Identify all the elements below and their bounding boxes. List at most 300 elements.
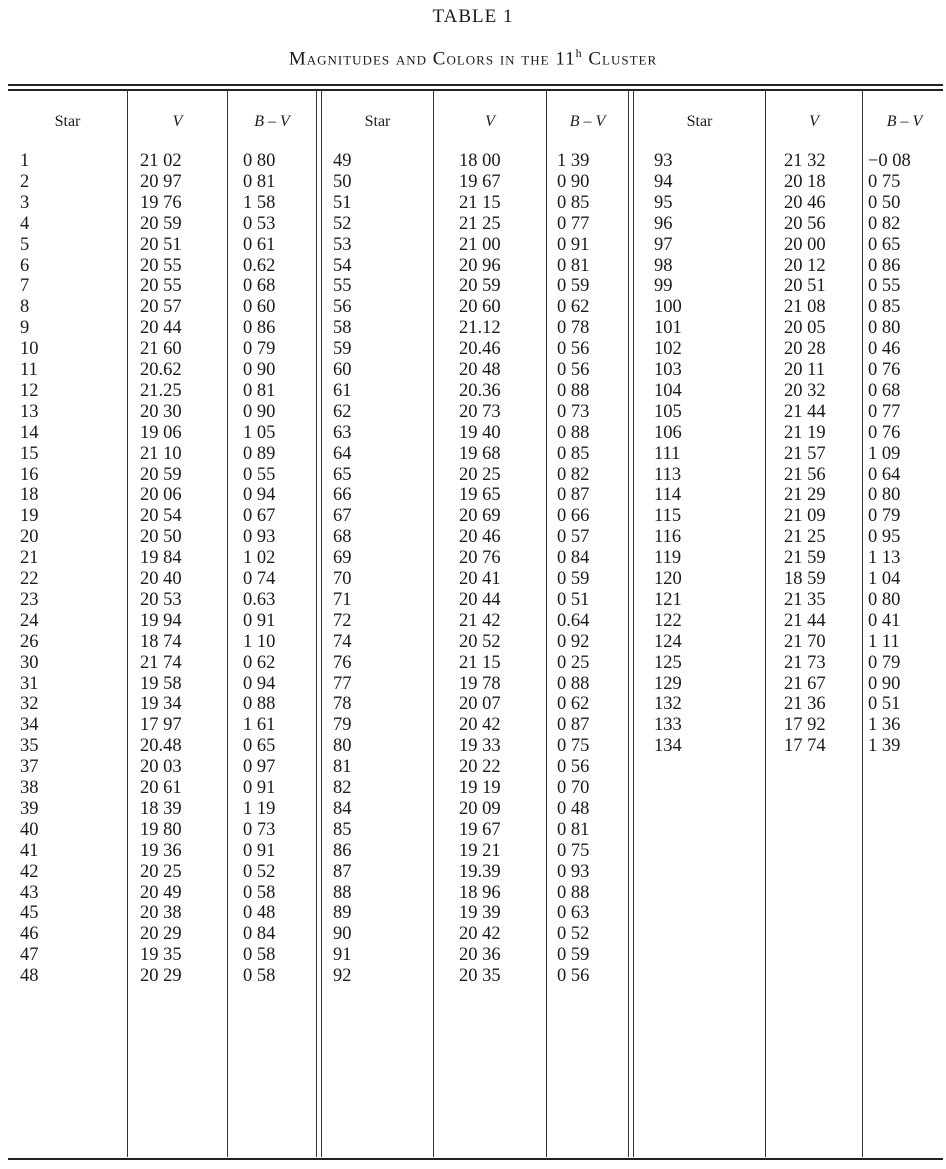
color-index-cell: 1 05: [243, 422, 276, 443]
star-id-cell: 87: [333, 861, 352, 882]
v-mag-cell: 21 35: [784, 589, 826, 610]
star-id-cell: 65: [333, 464, 352, 485]
star-id-cell: 53: [333, 234, 352, 255]
v-mag-cell: 20 76: [459, 548, 501, 569]
star-id-cell: 21: [20, 548, 39, 569]
color-index-cell: 0 87: [557, 715, 590, 736]
row-block: [20, 151, 120, 256]
color-index-cell: 1 10: [243, 631, 276, 652]
v-mag-cell: 18 74: [140, 631, 182, 652]
color-index-cell: 0 59: [557, 276, 590, 297]
star-id-cell: 92: [333, 966, 352, 987]
v-mag-cell: 18 39: [140, 798, 182, 819]
v-mag-cell: 20 12: [784, 255, 826, 276]
group-rule: [316, 89, 317, 1157]
v-mag-cell: 20 07: [459, 694, 501, 715]
color-index-cell: 0 93: [243, 527, 276, 548]
v-column: [784, 151, 862, 778]
color-index-cell: 0 95: [868, 527, 901, 548]
star-id-cell: 99: [654, 276, 673, 297]
star-id-cell: 82: [333, 778, 352, 798]
star-id-cell: 95: [654, 192, 673, 213]
star-id-cell: 71: [333, 589, 352, 610]
v-mag-cell: 20 69: [459, 506, 501, 527]
row-block: [459, 151, 544, 256]
star-id-cell: 89: [333, 903, 352, 924]
star-id-cell: 94: [654, 171, 673, 192]
color-index-cell: 0 56: [557, 966, 590, 987]
row-block: [557, 360, 627, 465]
star-id-cell: 67: [333, 506, 352, 527]
color-index-cell: 0 80: [868, 485, 901, 506]
row-block: [243, 151, 313, 256]
color-index-cell: 0 82: [557, 464, 590, 485]
v-mag-cell: 21 32: [784, 151, 826, 171]
row-block: [20, 883, 120, 988]
color-index-cell: 0 58: [243, 945, 276, 966]
row-block: [243, 569, 313, 674]
v-mag-cell: 20 51: [784, 276, 826, 297]
row-block: [243, 883, 313, 988]
star-id-cell: 63: [333, 422, 352, 443]
star-id-cell: 8: [20, 297, 30, 318]
star-id-cell: 77: [333, 673, 352, 694]
star-id-cell: 88: [333, 882, 352, 903]
color-index-cell: 0 86: [243, 318, 276, 339]
star-id-cell: 3: [20, 192, 30, 213]
color-index-cell: 0 63: [557, 903, 590, 924]
top-rule-1: [8, 84, 943, 86]
color-index-cell: 0 52: [243, 861, 276, 882]
v-mag-cell: 20 48: [459, 360, 501, 380]
color-index-cell: 0 91: [243, 778, 276, 798]
v-mag-cell: 20.62: [140, 360, 182, 380]
bottom-rule: [8, 1158, 943, 1160]
header-v: V: [172, 113, 183, 130]
row-block: [654, 360, 754, 465]
star-id-cell: 125: [654, 652, 682, 673]
color-index-cell: 0 91: [557, 234, 590, 255]
star-id-cell: 54: [333, 255, 352, 276]
color-index-cell: 0 90: [557, 171, 590, 192]
star-id-cell: 23: [20, 589, 39, 610]
v-mag-cell: 21 09: [784, 506, 826, 527]
star-id-cell: 31: [20, 673, 39, 694]
color-index-cell: 0 80: [868, 318, 901, 339]
star-column: [333, 151, 428, 987]
v-mag-cell: 21 36: [784, 694, 826, 715]
color-index-cell: 0 88: [557, 380, 590, 401]
v-mag-cell: 20.36: [459, 380, 501, 401]
row-block: [654, 674, 754, 779]
v-mag-cell: 19 80: [140, 819, 182, 840]
star-id-cell: 9: [20, 318, 30, 339]
star-id-cell: 35: [20, 736, 39, 757]
star-id-cell: 59: [333, 339, 352, 360]
star-id-cell: 106: [654, 422, 682, 443]
v-mag-cell: 21 25: [784, 527, 826, 548]
row-block: [784, 569, 862, 674]
color-index-cell: 0 58: [243, 966, 276, 987]
star-id-cell: 86: [333, 840, 352, 861]
row-block: [243, 360, 313, 465]
color-index-cell: 0 48: [557, 798, 590, 819]
star-id-cell: 56: [333, 297, 352, 318]
star-id-cell: 24: [20, 610, 39, 631]
row-block: [654, 465, 754, 570]
star-id-cell: 46: [20, 924, 39, 945]
color-index-cell: 0 60: [243, 297, 276, 318]
star-id-cell: 32: [20, 694, 39, 715]
color-index-cell: 0 25: [557, 652, 590, 673]
color-index-cell: 1 58: [243, 192, 276, 213]
v-mag-cell: 20 46: [784, 192, 826, 213]
v-mag-cell: 21 02: [140, 151, 182, 171]
color-index-cell: 0 75: [557, 840, 590, 861]
star-id-cell: 34: [20, 715, 39, 736]
star-id-cell: 11: [20, 360, 38, 380]
star-id-cell: 64: [333, 443, 352, 464]
star-id-cell: 20: [20, 527, 39, 548]
v-mag-cell: 20 30: [140, 401, 182, 422]
row-block: [243, 256, 313, 361]
color-index-cell: 0 81: [557, 255, 590, 276]
star-id-cell: 2: [20, 171, 30, 192]
star-id-cell: 42: [20, 861, 39, 882]
v-mag-cell: 19 84: [140, 548, 182, 569]
header-star: Star: [364, 113, 391, 130]
header-v: V: [485, 113, 495, 130]
star-id-cell: 121: [654, 589, 682, 610]
star-id-cell: 97: [654, 234, 673, 255]
v-mag-cell: 20 44: [459, 589, 501, 610]
color-index-cell: 0 73: [243, 819, 276, 840]
col-rule: [765, 89, 766, 1157]
star-id-cell: 52: [333, 213, 352, 234]
row-block: [20, 778, 120, 883]
color-index-cell: 0 84: [557, 548, 590, 569]
v-mag-cell: 17 74: [784, 736, 826, 757]
b-minus-v-column: [243, 151, 313, 987]
color-index-cell: −0 08: [868, 151, 911, 171]
v-mag-cell: 20 59: [140, 464, 182, 485]
row-block: [140, 778, 225, 883]
v-mag-cell: 20 42: [459, 924, 501, 945]
v-mag-cell: 19 40: [459, 422, 501, 443]
v-mag-cell: 21 73: [784, 652, 826, 673]
color-index-cell: 0 78: [557, 318, 590, 339]
v-mag-cell: 20 55: [140, 276, 182, 297]
b-minus-v-column: [557, 151, 627, 987]
color-index-cell: 0 74: [243, 569, 276, 589]
v-mag-cell: 20 35: [459, 966, 501, 987]
star-id-cell: 43: [20, 882, 39, 903]
color-index-cell: 0 91: [243, 840, 276, 861]
star-id-cell: 119: [654, 548, 682, 569]
v-mag-cell: 18 59: [784, 569, 826, 589]
color-index-cell: 0 64: [868, 464, 901, 485]
v-mag-cell: 18 00: [459, 151, 501, 171]
color-index-cell: 0 93: [557, 861, 590, 882]
row-block: [20, 360, 120, 465]
v-mag-cell: 21 57: [784, 443, 826, 464]
color-index-cell: 0 56: [557, 360, 590, 380]
v-mag-cell: 20.46: [459, 339, 501, 360]
row-block: [140, 883, 225, 988]
v-column: [140, 151, 225, 987]
header-b-minus-v: B – V: [569, 113, 606, 130]
star-id-cell: 48: [20, 966, 39, 987]
group-rule: [633, 89, 634, 1157]
star-id-cell: 68: [333, 527, 352, 548]
color-index-cell: 0 87: [557, 485, 590, 506]
v-mag-cell: 21 15: [459, 192, 501, 213]
star-id-cell: 124: [654, 631, 682, 652]
v-mag-cell: 20 59: [459, 276, 501, 297]
row-block: [557, 151, 627, 256]
color-index-cell: 0 94: [243, 485, 276, 506]
star-id-cell: 5: [20, 234, 30, 255]
col-rule: [127, 89, 128, 1157]
color-index-cell: 0 80: [243, 151, 276, 171]
v-mag-cell: 20 55: [140, 255, 182, 276]
v-mag-cell: 20 36: [459, 945, 501, 966]
v-mag-cell: 21 25: [459, 213, 501, 234]
star-id-cell: 18: [20, 485, 39, 506]
color-index-cell: 0 92: [557, 631, 590, 652]
color-index-cell: 0 62: [557, 694, 590, 715]
table-number: TABLE 1: [432, 6, 514, 27]
v-mag-cell: 20 41: [459, 569, 501, 589]
v-mag-cell: 20 56: [784, 213, 826, 234]
color-index-cell: 0.62: [243, 255, 276, 276]
star-id-cell: 104: [654, 380, 682, 401]
top-rule-2: [8, 89, 943, 91]
v-mag-cell: 21.25: [140, 380, 182, 401]
header-v: V: [809, 113, 819, 130]
star-id-cell: 116: [654, 527, 682, 548]
star-id-cell: 103: [654, 360, 682, 380]
star-id-cell: 100: [654, 297, 682, 318]
star-id-cell: 30: [20, 652, 39, 673]
star-id-cell: 78: [333, 694, 352, 715]
row-block: [784, 256, 862, 361]
color-index-cell: 0 88: [557, 422, 590, 443]
row-block: [20, 674, 120, 779]
color-index-cell: 1 39: [557, 151, 590, 171]
table-caption: [0, 46, 946, 70]
color-index-cell: 0 56: [557, 757, 590, 778]
color-index-cell: 0 53: [243, 213, 276, 234]
color-index-cell: 1 19: [243, 798, 276, 819]
v-mag-cell: 20 42: [459, 715, 501, 736]
color-index-cell: 0 59: [557, 945, 590, 966]
star-id-cell: 4: [20, 213, 30, 234]
v-mag-cell: 19 34: [140, 694, 182, 715]
color-index-cell: 1 04: [868, 569, 901, 589]
color-index-cell: 0 70: [557, 778, 590, 798]
row-block: [868, 569, 944, 674]
v-mag-cell: 17 97: [140, 715, 182, 736]
v-mag-cell: 19.39: [459, 861, 501, 882]
star-id-cell: 105: [654, 401, 682, 422]
star-id-cell: 133: [654, 715, 682, 736]
color-index-cell: 1 02: [243, 548, 276, 569]
v-mag-cell: 20 59: [140, 213, 182, 234]
star-column: [654, 151, 754, 778]
row-block: [20, 256, 120, 361]
star-id-cell: 98: [654, 255, 673, 276]
star-id-cell: 122: [654, 610, 682, 631]
color-index-cell: 0 88: [557, 673, 590, 694]
star-id-cell: 79: [333, 715, 352, 736]
star-id-cell: 16: [20, 464, 39, 485]
color-index-cell: 0 81: [243, 380, 276, 401]
color-index-cell: 0 52: [557, 924, 590, 945]
star-id-cell: 91: [333, 945, 352, 966]
row-block: [868, 360, 944, 465]
row-block: [140, 569, 225, 674]
color-index-cell: 0 59: [557, 569, 590, 589]
v-mag-cell: 18 96: [459, 882, 501, 903]
v-mag-cell: 20 53: [140, 589, 182, 610]
star-id-cell: 76: [333, 652, 352, 673]
v-mag-cell: 21 74: [140, 652, 182, 673]
v-mag-cell: 20 50: [140, 527, 182, 548]
row-block: [243, 465, 313, 570]
color-index-cell: 0 86: [868, 255, 901, 276]
v-column: [459, 151, 544, 987]
v-mag-cell: 21 42: [459, 610, 501, 631]
color-index-cell: 0 75: [868, 171, 901, 192]
v-mag-cell: 20 18: [784, 171, 826, 192]
v-mag-cell: 20 22: [459, 757, 501, 778]
v-mag-cell: 19 35: [140, 945, 182, 966]
color-index-cell: 0 79: [868, 652, 901, 673]
star-id-cell: 15: [20, 443, 39, 464]
color-index-cell: 0 88: [557, 882, 590, 903]
v-mag-cell: 19 06: [140, 422, 182, 443]
color-index-cell: 1 61: [243, 715, 276, 736]
v-mag-cell: 20 11: [784, 360, 825, 380]
color-index-cell: 0 51: [557, 589, 590, 610]
v-mag-cell: 20 54: [140, 506, 182, 527]
v-mag-cell: 20 29: [140, 966, 182, 987]
v-mag-cell: 19 21: [459, 840, 501, 861]
color-index-cell: 0 90: [243, 360, 276, 380]
v-mag-cell: 20 06: [140, 485, 182, 506]
color-index-cell: 0 75: [557, 736, 590, 757]
v-mag-cell: 21 10: [140, 443, 182, 464]
star-id-cell: 40: [20, 819, 39, 840]
v-mag-cell: 21 56: [784, 464, 826, 485]
color-index-cell: 0 65: [243, 736, 276, 757]
color-index-cell: 0 62: [243, 652, 276, 673]
star-id-cell: 49: [333, 151, 352, 171]
star-id-cell: 37: [20, 757, 39, 778]
color-index-cell: 0 77: [557, 213, 590, 234]
row-block: [20, 569, 120, 674]
star-id-cell: 132: [654, 694, 682, 715]
v-mag-cell: 20 29: [140, 924, 182, 945]
color-index-cell: 0 79: [868, 506, 901, 527]
star-id-cell: 10: [20, 339, 39, 360]
v-mag-cell: 20 46: [459, 527, 501, 548]
color-index-cell: 0 67: [243, 506, 276, 527]
star-id-cell: 58: [333, 318, 352, 339]
v-mag-cell: 21.12: [459, 318, 501, 339]
row-block: [868, 256, 944, 361]
caption-superscript: h: [575, 46, 583, 60]
v-mag-cell: 20 05: [784, 318, 826, 339]
color-index-cell: 0 88: [243, 694, 276, 715]
row-block: [333, 778, 428, 883]
star-id-cell: 114: [654, 485, 682, 506]
row-block: [140, 674, 225, 779]
color-index-cell: 0 41: [868, 610, 901, 631]
v-mag-cell: 21 67: [784, 673, 826, 694]
row-block: [459, 256, 544, 361]
v-mag-cell: 20.48: [140, 736, 182, 757]
star-id-cell: 84: [333, 798, 352, 819]
star-id-cell: 50: [333, 171, 352, 192]
star-id-cell: 74: [333, 631, 352, 652]
color-index-cell: 0 62: [557, 297, 590, 318]
star-id-cell: 61: [333, 380, 352, 401]
row-block: [654, 569, 754, 674]
color-index-cell: 0 90: [243, 401, 276, 422]
row-block: [333, 360, 428, 465]
v-mag-cell: 20 52: [459, 631, 501, 652]
header-star: Star: [686, 113, 713, 130]
row-block: [459, 569, 544, 674]
col-rule: [546, 89, 547, 1157]
star-id-cell: 41: [20, 840, 39, 861]
color-index-cell: 0 76: [868, 360, 901, 380]
v-mag-cell: 19 36: [140, 840, 182, 861]
row-block: [784, 465, 862, 570]
v-mag-cell: 19 67: [459, 171, 501, 192]
color-index-cell: 0 91: [243, 610, 276, 631]
color-index-cell: 1 39: [868, 736, 901, 757]
v-mag-cell: 21 59: [784, 548, 826, 569]
color-index-cell: 0 55: [243, 464, 276, 485]
row-block: [557, 778, 627, 883]
v-mag-cell: 20 44: [140, 318, 182, 339]
star-id-cell: 51: [333, 192, 352, 213]
color-index-cell: 0 85: [557, 443, 590, 464]
color-index-cell: 0 56: [557, 339, 590, 360]
row-block: [868, 674, 944, 779]
v-mag-cell: 19 78: [459, 673, 501, 694]
v-mag-cell: 20 40: [140, 569, 182, 589]
star-id-cell: 90: [333, 924, 352, 945]
header-star: Star: [54, 113, 81, 130]
row-block: [140, 256, 225, 361]
v-mag-cell: 20 96: [459, 255, 501, 276]
row-block: [20, 465, 120, 570]
v-mag-cell: 20 57: [140, 297, 182, 318]
color-index-cell: 0 89: [243, 443, 276, 464]
col-rule: [227, 89, 228, 1157]
star-id-cell: 47: [20, 945, 39, 966]
row-block: [333, 465, 428, 570]
v-mag-cell: 21 60: [140, 339, 182, 360]
row-block: [654, 256, 754, 361]
v-mag-cell: 21 08: [784, 297, 826, 318]
star-id-cell: 72: [333, 610, 352, 631]
row-block: [557, 256, 627, 361]
